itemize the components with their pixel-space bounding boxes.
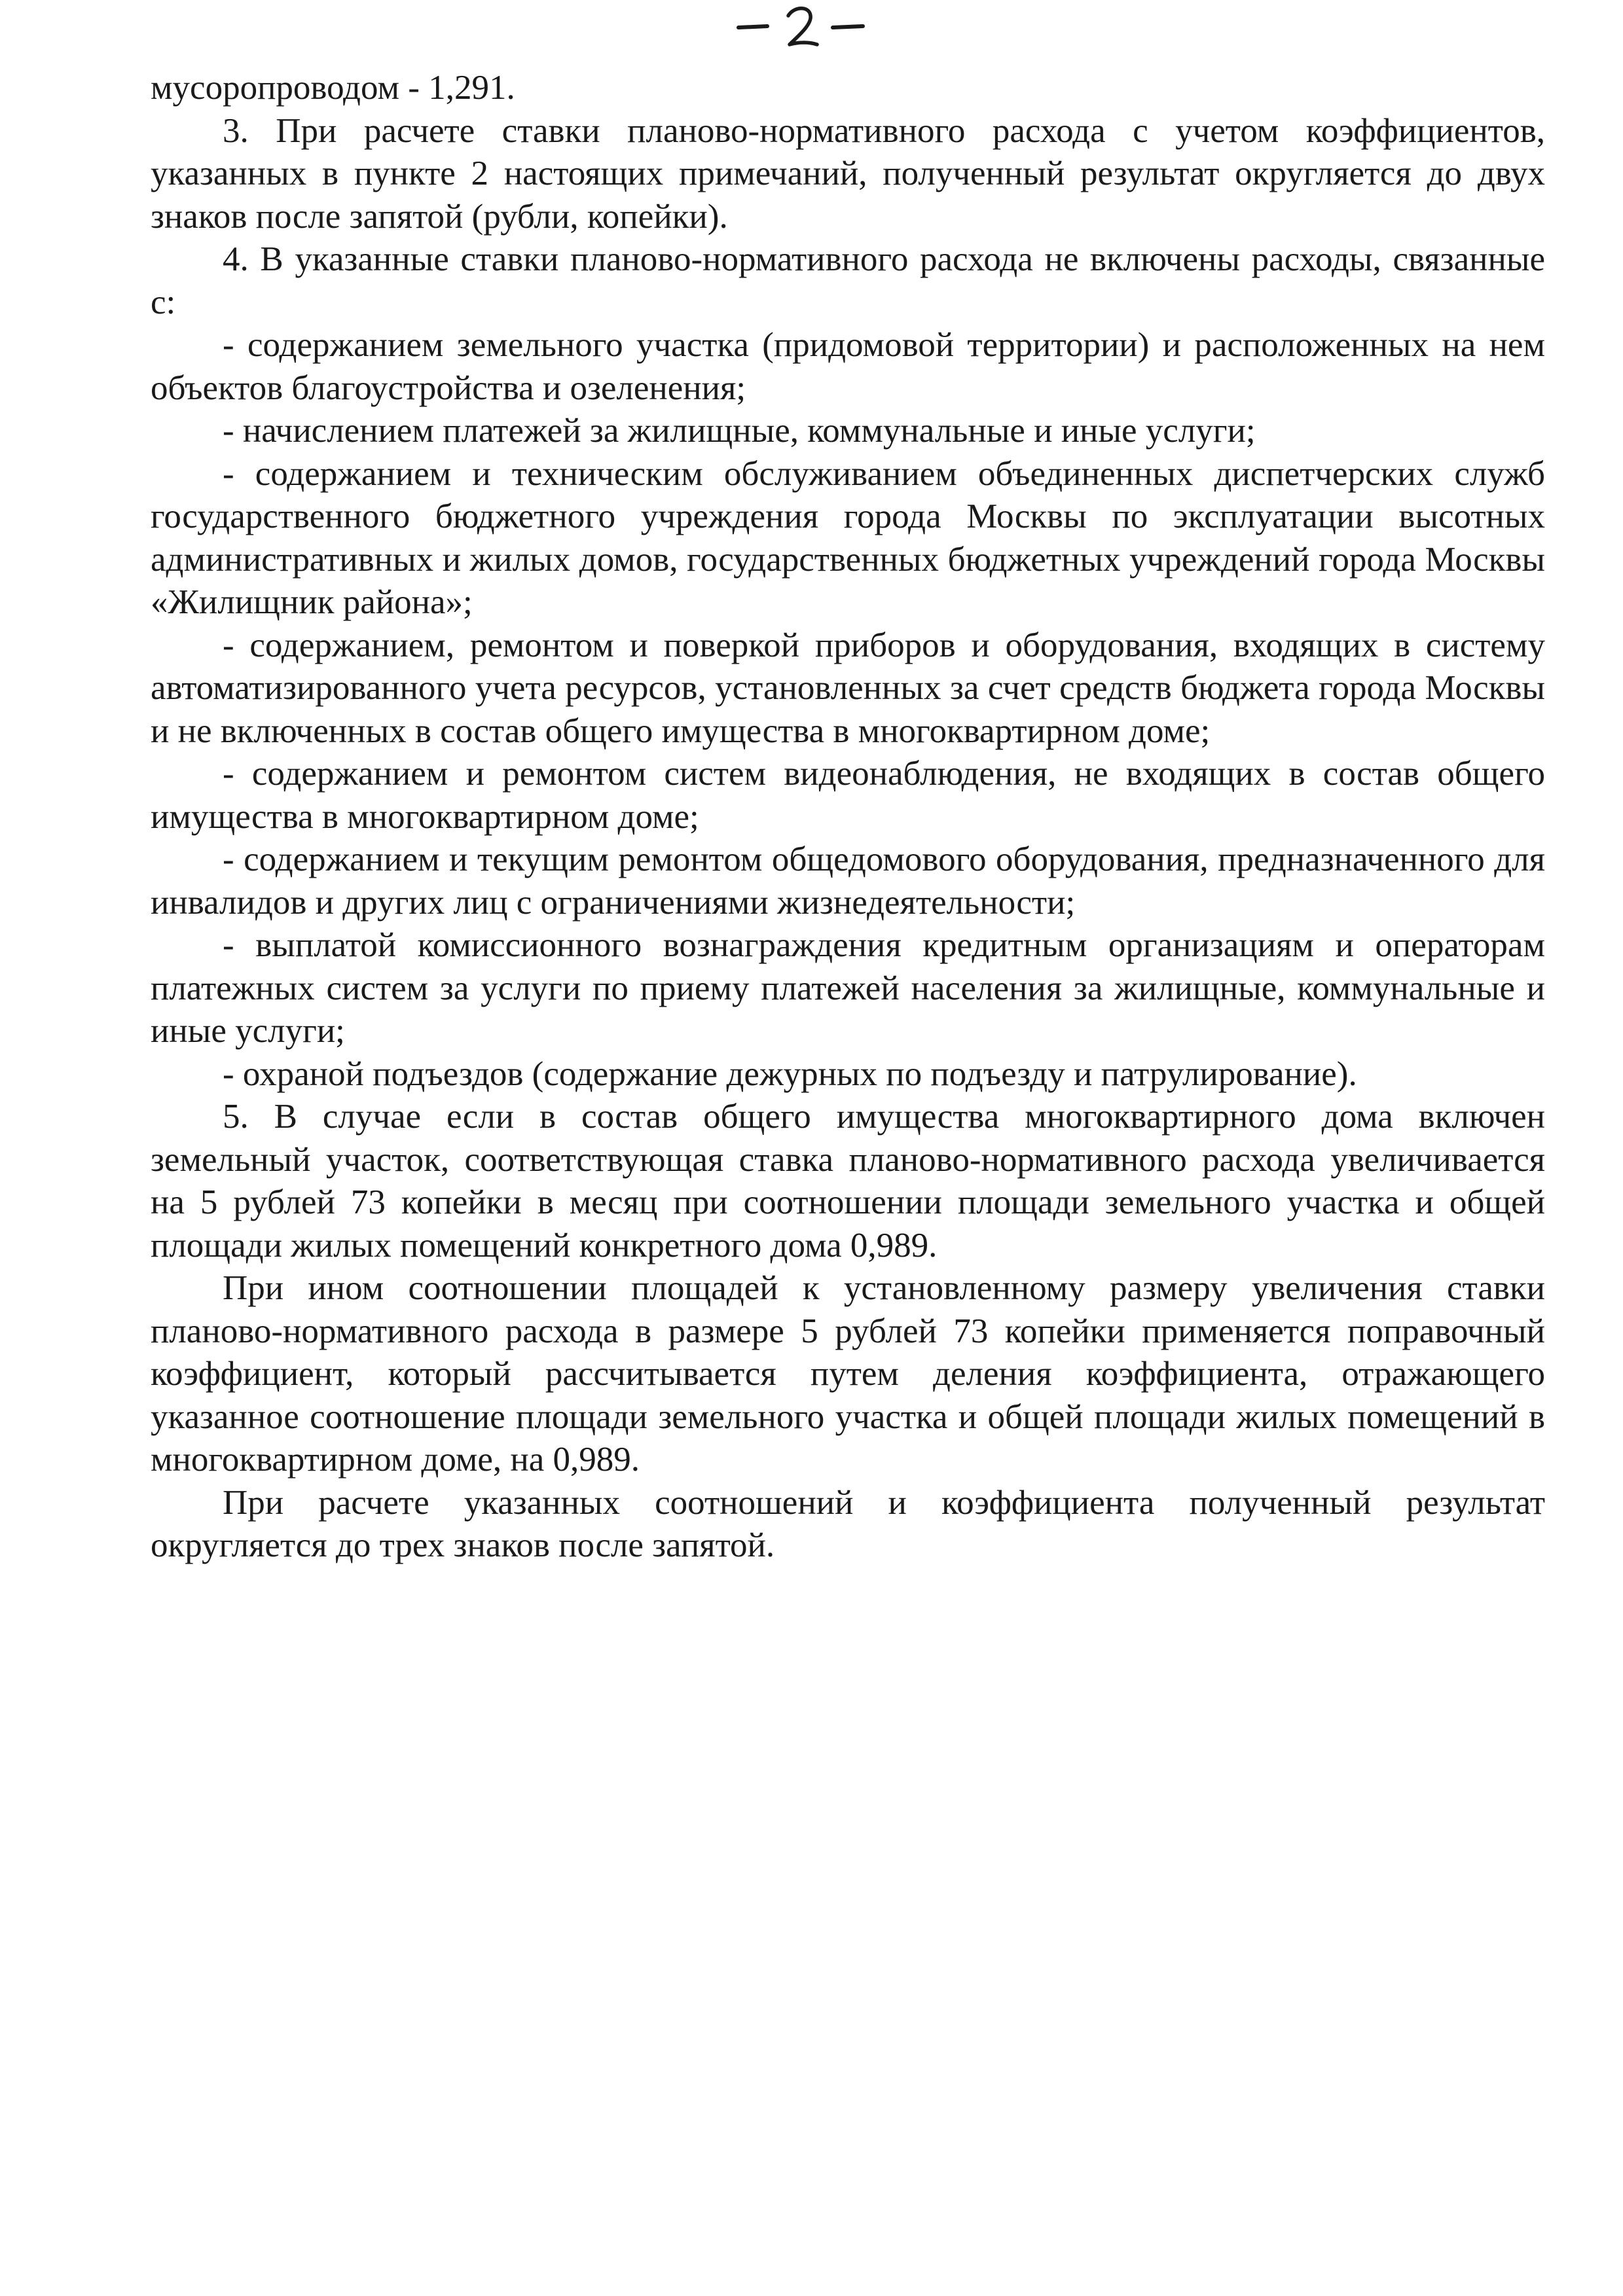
list-item-commission-fees: - выплатой комиссионного вознаграждения кредитным организациям и операторам платежных систем за услуги по приему платежей населения за жилищные, коммунальные и иные услуги; bbox=[151, 926, 1545, 1050]
list-item-disability-equipment: - содержанием и текущим ремонтом общедомового оборудования, предназначенного для инвалидов и других лиц с ограничениями жизнедеятельности; bbox=[151, 840, 1545, 922]
list-item-metering-devices: - содержанием, ремонтом и поверкой приборов и оборудования, входящих в систему автоматизированного учета ресурсов, установленных за счет средств бюджета города Москвы и не включенных в состав общего имущества в многоквартирном доме; bbox=[151, 626, 1545, 750]
list-item-entrance-security: - охраной подъездов (содержание дежурных по подъезду и патрулирование). bbox=[223, 1054, 1357, 1093]
paragraph-other-ratio: При ином соотношении площадей к установленному размеру увеличения ставки планово-нормативного расхода в размере 5 рублей 73 копейки применяется поправочный коэффициент, который рассчитывается путем деления коэффициента, отражающего указанное соотношение площади земельного участка и общей площади жилых помещений в многоквартирном доме, на 0,989. bbox=[151, 1269, 1545, 1479]
paragraph-continuation: мусоропроводом - 1,291. bbox=[151, 69, 515, 107]
list-item-payments: - начислением платежей за жилищные, коммунальные и иные услуги; bbox=[223, 412, 1256, 450]
document-body bbox=[151, 67, 1545, 1568]
list-item-dispatch-services: - содержанием и техническим обслуживанием объединенных диспетчерских служб государственного бюджетного учреждения города Москвы по эксплуатации высотных административных и жилых домов, государственных бюджетных учреждений города Москвы «Жилищник района»; bbox=[151, 454, 1545, 621]
handwritten-page-number bbox=[733, 1, 871, 54]
page-number-handwriting bbox=[733, 1, 871, 54]
paragraph-item-3: 3. При расчете ставки планово-нормативного расхода с учетом коэффициентов, указанных в пункте 2 настоящих примечаний, полученный результат округляется до двух знаков после запятой (рубли, копейки). bbox=[151, 111, 1545, 236]
paragraph-rounding: При расчете указанных соотношений и коэффициента полученный результат округляется до трех знаков после запятой. bbox=[151, 1483, 1545, 1564]
paragraph-item-4: 4. В указанные ставки планово-нормативного расхода не включены расходы, связанные с: bbox=[151, 240, 1545, 321]
list-item-land-plot: - содержанием земельного участка (придомовой территории) и расположенных на нем объектов благоустройства и озеленения; bbox=[151, 326, 1545, 407]
list-item-video-surveillance: - содержанием и ремонтом систем видеонаблюдения, не входящих в состав общего имущества в многоквартирном доме; bbox=[151, 755, 1545, 836]
paragraph-item-5: 5. В случае если в состав общего имущества многоквартирного дома включен земельный участок, соответствующая ставка планово-нормативного расхода увеличивается на 5 рублей 73 копейки в месяц при соотношении площади земельного участка и общей площади жилых помещений конкретного дома 0,989. bbox=[151, 1098, 1545, 1265]
